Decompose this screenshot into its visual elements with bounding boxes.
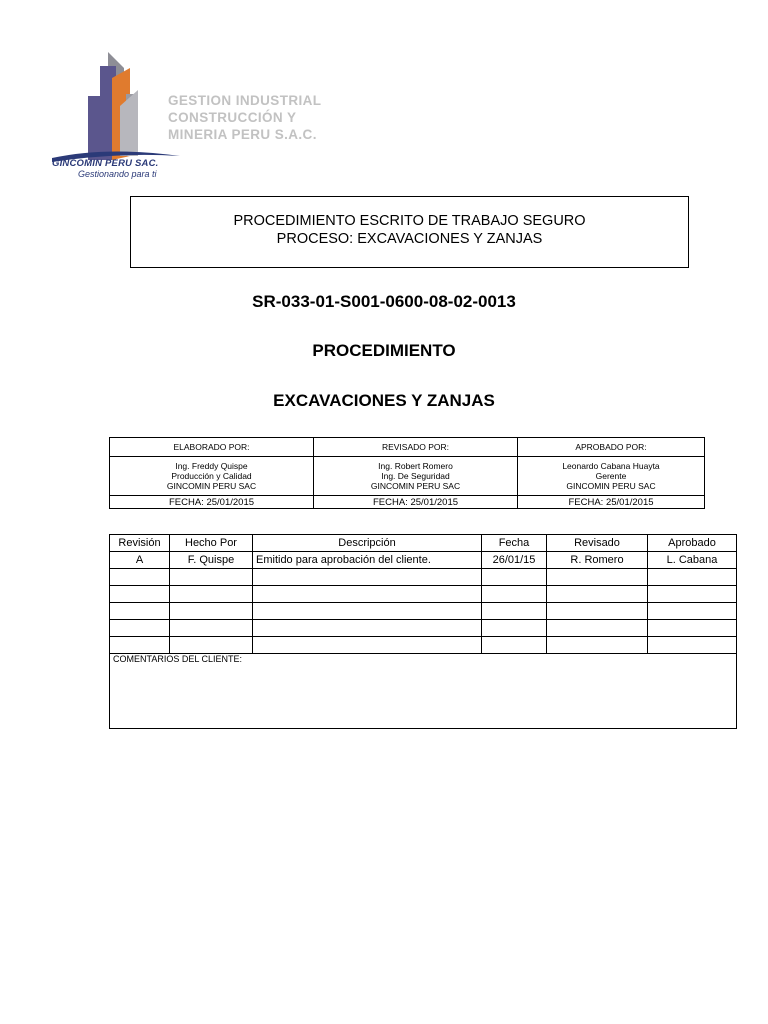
signatures-names-row [110, 457, 705, 496]
logo-building-purple-left [88, 96, 102, 160]
date-aprobado: FECHA: 25/01/2015 [518, 496, 705, 509]
empty-row [110, 586, 737, 603]
col-descripcion: Descripción [253, 535, 482, 552]
cell-revision: A [110, 552, 170, 569]
person-role: Producción y Calidad [171, 471, 252, 481]
col-revision: Revisión [110, 535, 170, 552]
signatures-header-row [110, 438, 705, 457]
person-name: Ing. Freddy Quispe [175, 461, 248, 471]
cell-fecha: 26/01/15 [482, 552, 547, 569]
signature-revisado [314, 457, 518, 496]
signature-aprobado [518, 457, 705, 496]
cell-hecho-por: F. Quispe [170, 552, 253, 569]
person-company: GINCOMIN PERU SAC [566, 481, 656, 491]
date-elaborado: FECHA: 25/01/2015 [110, 496, 314, 509]
brand-slogan: Gestionando para ti [78, 169, 157, 179]
document-code: SR-033-01-S001-0600-08-02-0013 [252, 292, 516, 311]
empty-row [110, 569, 737, 586]
client-comments-label: COMENTARIOS DEL CLIENTE: [110, 654, 737, 729]
title-box [130, 196, 689, 268]
cell-revisado: R. Romero [547, 552, 648, 569]
brand-name: GINCOMIN PERU SAC. [52, 158, 159, 169]
company-line-2: CONSTRUCCIÓN Y [168, 110, 297, 125]
document-heading: PROCEDIMIENTO [312, 341, 456, 360]
person-name: Ing. Robert Romero [378, 461, 453, 471]
revisions-table [109, 534, 737, 729]
company-name [168, 92, 368, 143]
cell-aprobado: L. Cabana [648, 552, 737, 569]
col-revisado: Revisado [547, 535, 648, 552]
title-line-1: PROCEDIMIENTO ESCRITO DE TRABAJO SEGURO [233, 213, 586, 229]
col-aprobado: Aprobado [648, 535, 737, 552]
header-revisado: REVISADO POR: [314, 438, 518, 457]
empty-row [110, 620, 737, 637]
signature-elaborado [110, 457, 314, 496]
comments-row [110, 654, 737, 729]
person-company: GINCOMIN PERU SAC [166, 481, 257, 491]
document-subheading: EXCAVACIONES Y ZANJAS [273, 391, 495, 410]
person-role: Ing. De Seguridad [381, 471, 450, 481]
empty-row [110, 603, 737, 620]
col-fecha: Fecha [482, 535, 547, 552]
title-line-2: PROCESO: EXCAVACIONES Y ZANJAS [276, 231, 543, 247]
person-name: Leonardo Cabana Huayta [562, 461, 660, 471]
col-hecho-por: Hecho Por [170, 535, 253, 552]
empty-row [110, 637, 737, 654]
revisions-header-row [110, 535, 737, 552]
header-elaborado: ELABORADO POR: [110, 438, 314, 457]
signatures-table [109, 437, 705, 509]
table-row [110, 552, 737, 569]
person-role: Gerente [595, 471, 627, 481]
date-revisado: FECHA: 25/01/2015 [314, 496, 518, 509]
header-aprobado: APROBADO POR: [518, 438, 705, 457]
signatures-dates-row [110, 496, 705, 509]
company-line-3: MINERIA PERU S.A.C. [168, 127, 317, 142]
cell-descripcion: Emitido para aprobación del cliente. [253, 552, 482, 569]
company-line-1: GESTION INDUSTRIAL [168, 93, 322, 108]
person-company: GINCOMIN PERU SAC [370, 481, 461, 491]
